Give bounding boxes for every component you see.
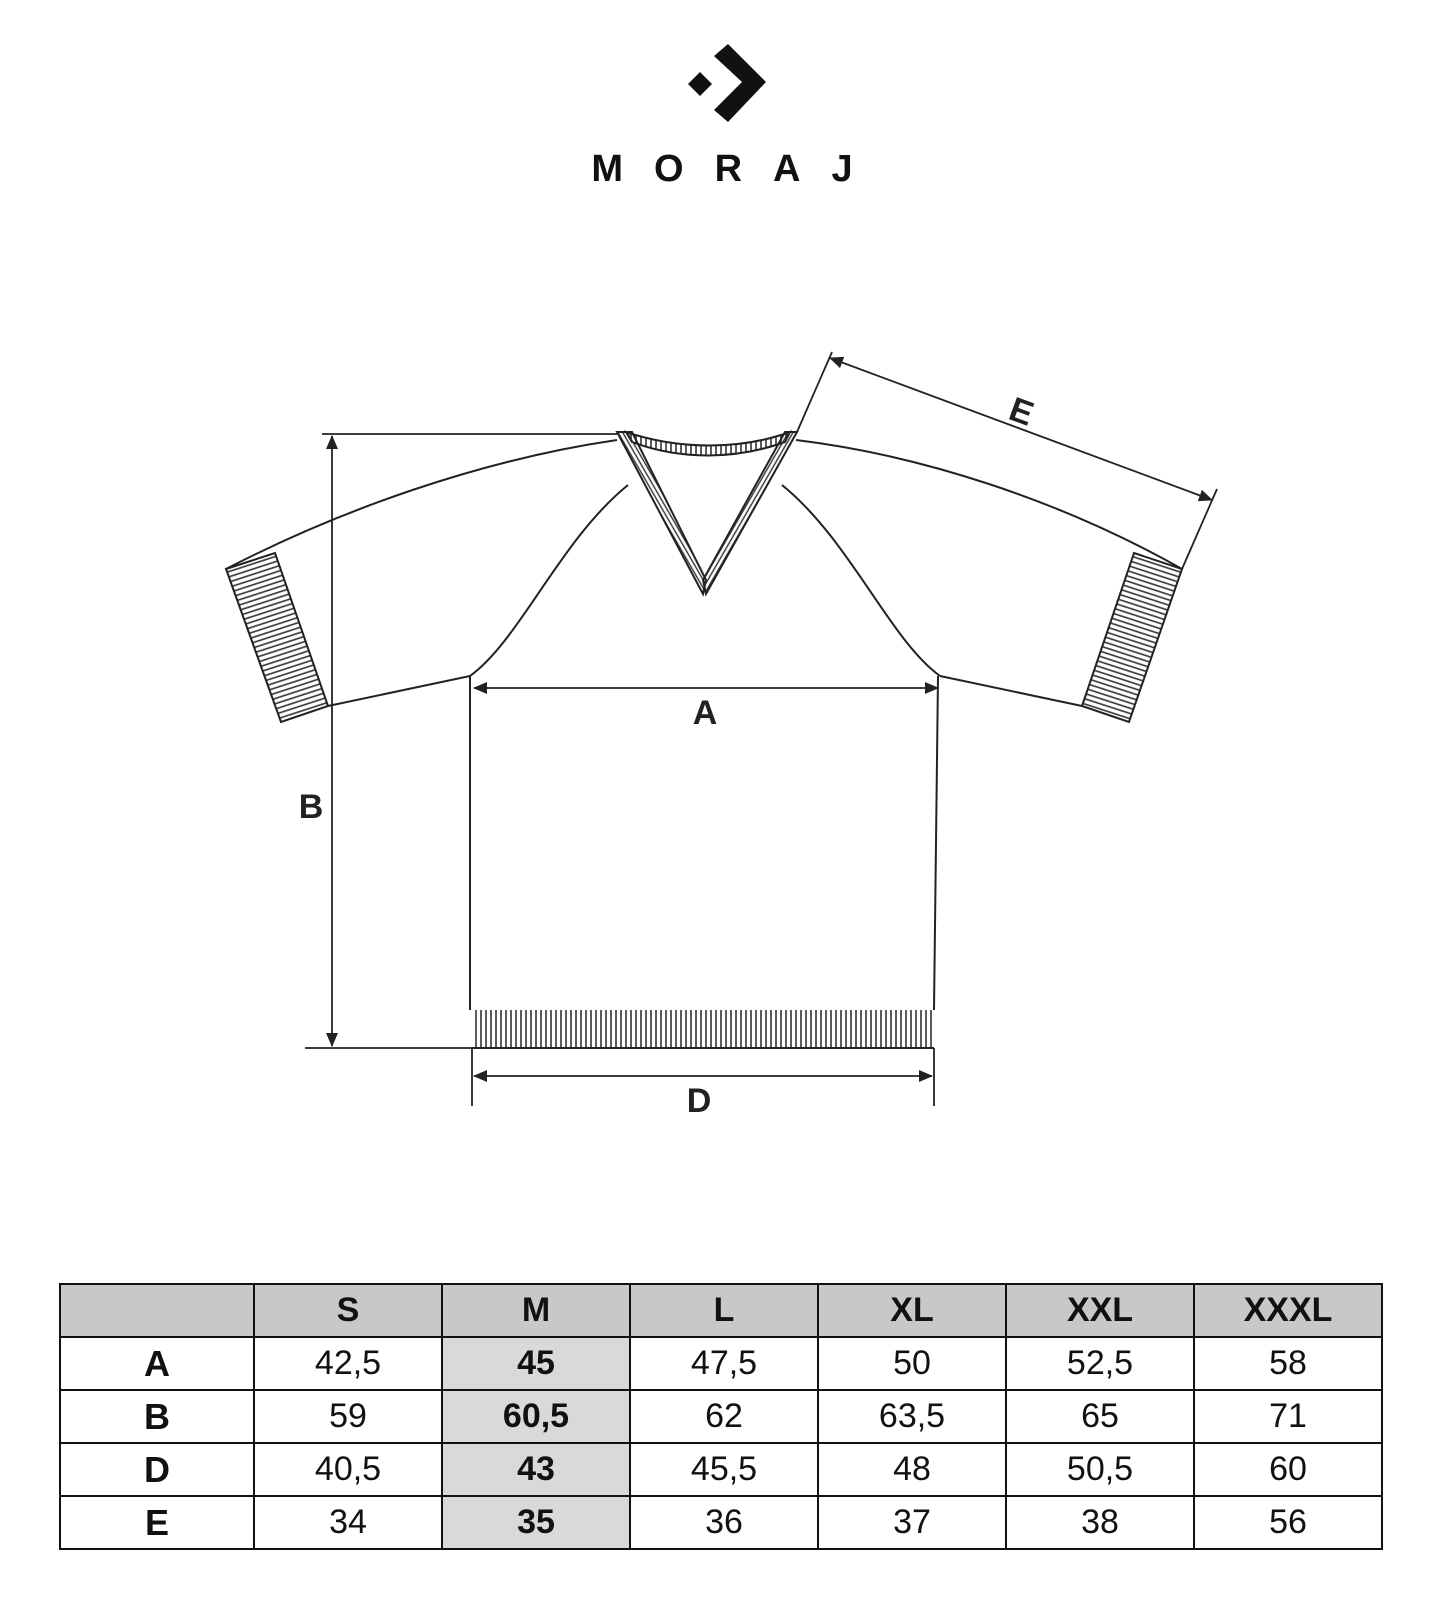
- table-cell: 37: [818, 1496, 1006, 1549]
- table-cell: 50: [818, 1337, 1006, 1390]
- body-right-side: [934, 676, 938, 1010]
- garment-diagram: [0, 340, 1444, 1160]
- table-cell: 65: [1006, 1390, 1194, 1443]
- table-cell: 45,5: [630, 1443, 818, 1496]
- size-table: [59, 1283, 1383, 1550]
- table-header-row: [60, 1284, 1382, 1337]
- brand-name: MORAJ: [591, 148, 884, 190]
- table-row: [60, 1443, 1382, 1496]
- table-cell: 38: [1006, 1496, 1194, 1549]
- header-cell-s: S: [254, 1284, 442, 1337]
- table-cell: 40,5: [254, 1443, 442, 1496]
- row-label: A: [60, 1337, 254, 1390]
- table-cell: 58: [1194, 1337, 1382, 1390]
- table-cell: 36: [630, 1496, 818, 1549]
- row-label: E: [60, 1496, 254, 1549]
- vneck-left-band: [617, 432, 706, 594]
- left-cuff: [226, 553, 328, 722]
- table-cell: 34: [254, 1496, 442, 1549]
- right-raglan-seam: [782, 485, 940, 676]
- table-cell: 62: [630, 1390, 818, 1443]
- table-cell: 45: [442, 1337, 630, 1390]
- row-label: B: [60, 1390, 254, 1443]
- label-a: A: [692, 694, 718, 732]
- table-cell: 71: [1194, 1390, 1382, 1443]
- moraj-logo-icon: [686, 44, 766, 128]
- table-row: [60, 1496, 1382, 1549]
- tshirt-outline: [0, 340, 1444, 1160]
- back-neck-rib: [626, 432, 790, 456]
- brand-header: [0, 0, 1444, 210]
- left-sleeve-bottom: [328, 676, 470, 706]
- table-cell: 56: [1194, 1496, 1382, 1549]
- row-label: D: [60, 1443, 254, 1496]
- hem-rib: [472, 1010, 934, 1048]
- header-cell-l: L: [630, 1284, 818, 1337]
- table-cell: 35: [442, 1496, 630, 1549]
- table-cell: 50,5: [1006, 1443, 1194, 1496]
- label-e: E: [1004, 390, 1039, 434]
- right-sleeve-bottom: [940, 676, 1082, 706]
- table-cell: 63,5: [818, 1390, 1006, 1443]
- table-cell: 60: [1194, 1443, 1382, 1496]
- table-cell: 43: [442, 1443, 630, 1496]
- table-cell: 42,5: [254, 1337, 442, 1390]
- header-cell-xl: XL: [818, 1284, 1006, 1337]
- label-d: D: [686, 1082, 712, 1120]
- label-b: B: [298, 788, 324, 826]
- right-cuff: [1082, 553, 1182, 722]
- header-cell-m: M: [442, 1284, 630, 1337]
- table-cell: 47,5: [630, 1337, 818, 1390]
- left-sleeve-top: [226, 440, 617, 569]
- table-cell: 48: [818, 1443, 1006, 1496]
- table-cell: 52,5: [1006, 1337, 1194, 1390]
- header-cell-xxxl: XXXL: [1194, 1284, 1382, 1337]
- right-sleeve-top: [796, 440, 1182, 569]
- header-cell-empty: [60, 1284, 254, 1337]
- table-row: [60, 1390, 1382, 1443]
- left-raglan-seam: [470, 485, 628, 676]
- table-row: [60, 1337, 1382, 1390]
- header-cell-xxl: XXL: [1006, 1284, 1194, 1337]
- table-cell: 60,5: [442, 1390, 630, 1443]
- table-cell: 59: [254, 1390, 442, 1443]
